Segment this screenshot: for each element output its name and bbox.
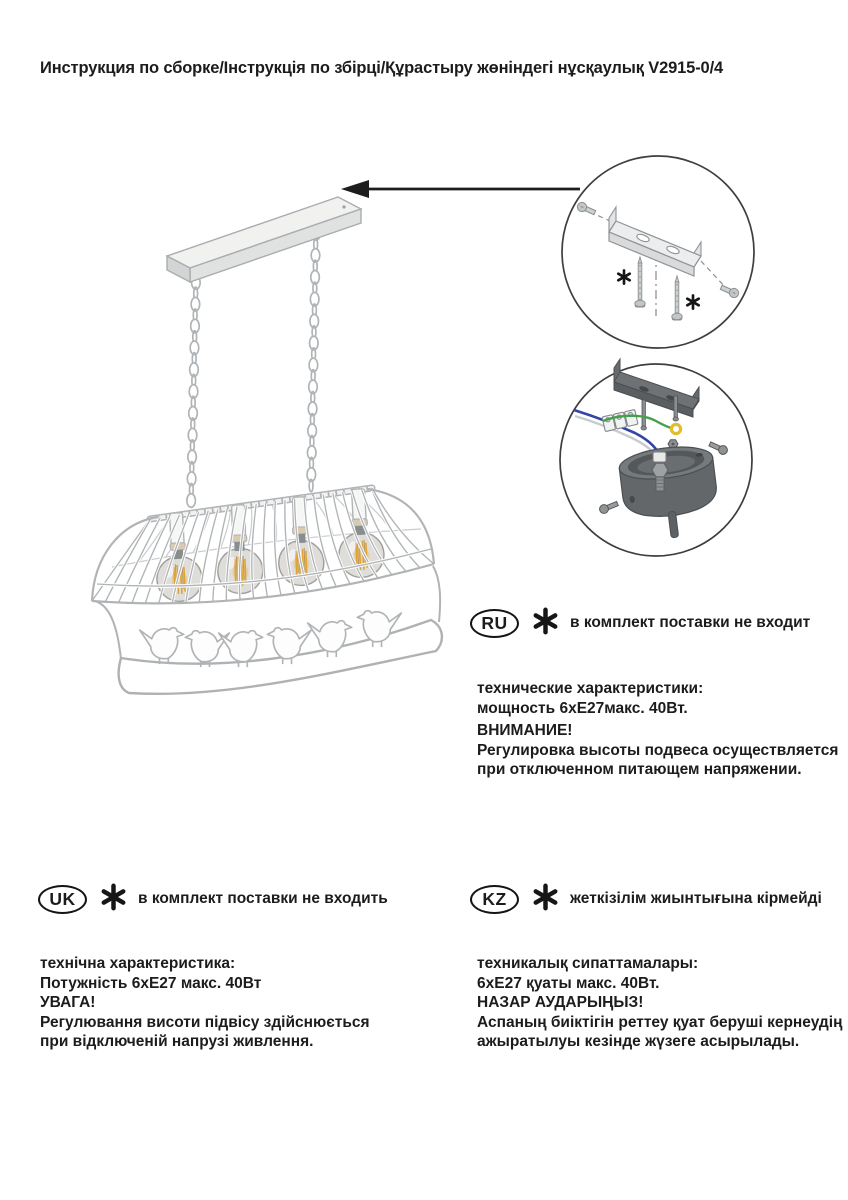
warning-line: Регулювання висоти підвісу здійснюється bbox=[40, 1013, 370, 1031]
pointer-arrow-icon bbox=[341, 180, 580, 198]
spec-line: 6хЕ27 қуаты макс. 40Вт. bbox=[477, 974, 660, 992]
uk-language-badge: UK bbox=[38, 885, 87, 914]
ru-language-badge: RU bbox=[470, 609, 519, 638]
warning-title: УВАГА! bbox=[40, 994, 96, 1011]
warning-title: НАЗАР АУДАРЫҢЫЗ! bbox=[477, 994, 644, 1011]
ru-section-header bbox=[470, 606, 810, 640]
spec-line: мощность 6хЕ27макс. 40Вт. bbox=[477, 699, 688, 717]
pendant-lamp-illustration bbox=[92, 197, 442, 694]
warning-line: Аспаның биіктігін реттеу қуат беруші кернеудің bbox=[477, 1013, 843, 1031]
ru-not-included-note: в комплект поставки не входит bbox=[570, 614, 811, 631]
spec-line: технические характеристики: bbox=[477, 680, 704, 697]
asterisk-icon bbox=[100, 883, 127, 911]
uk-not-included-note: в комплект поставки не входить bbox=[138, 890, 388, 907]
bird-figure bbox=[140, 628, 184, 664]
kz-section-header bbox=[470, 882, 822, 916]
warning-line: ажыратылуы кезінде жүзеге асырылады. bbox=[477, 1033, 800, 1050]
uk-section-header bbox=[38, 882, 388, 916]
warning-line: при відключеній напрузі живлення. bbox=[40, 1033, 314, 1050]
spec-line: технічна характеристика: bbox=[40, 955, 236, 972]
kz-not-included-note: жеткізілім жиынтығына кірмейді bbox=[570, 890, 822, 907]
canopy-wiring-detail-circle bbox=[560, 359, 752, 556]
warning-line: Регулировка высоты подвеса осуществляется bbox=[477, 741, 839, 759]
warning-line: при отключенном питающем напряжении. bbox=[477, 761, 802, 778]
kz-specs bbox=[477, 954, 842, 1052]
bracket-detail-circle bbox=[562, 156, 754, 348]
spec-line: техникалық сипаттамалары: bbox=[477, 955, 699, 972]
uk-specs bbox=[40, 954, 370, 1052]
ceiling-plate bbox=[167, 197, 361, 282]
ring-hanger-left bbox=[95, 601, 121, 659]
ru-specs bbox=[477, 679, 838, 780]
asterisk-icon bbox=[532, 607, 559, 635]
kz-language-badge: KZ bbox=[470, 885, 519, 914]
page-title: Инструкция по сборке/Інструкція по збірці/Құрастыру жөніндегі нұсқаулық V2915-0/4 bbox=[40, 59, 724, 77]
asterisk-icon bbox=[532, 883, 559, 911]
warning-title: ВНИМАНИЕ! bbox=[477, 722, 573, 739]
spec-line: Потужність 6хЕ27 макс. 40Вт bbox=[40, 974, 262, 992]
ring-hanger-right bbox=[433, 566, 440, 622]
